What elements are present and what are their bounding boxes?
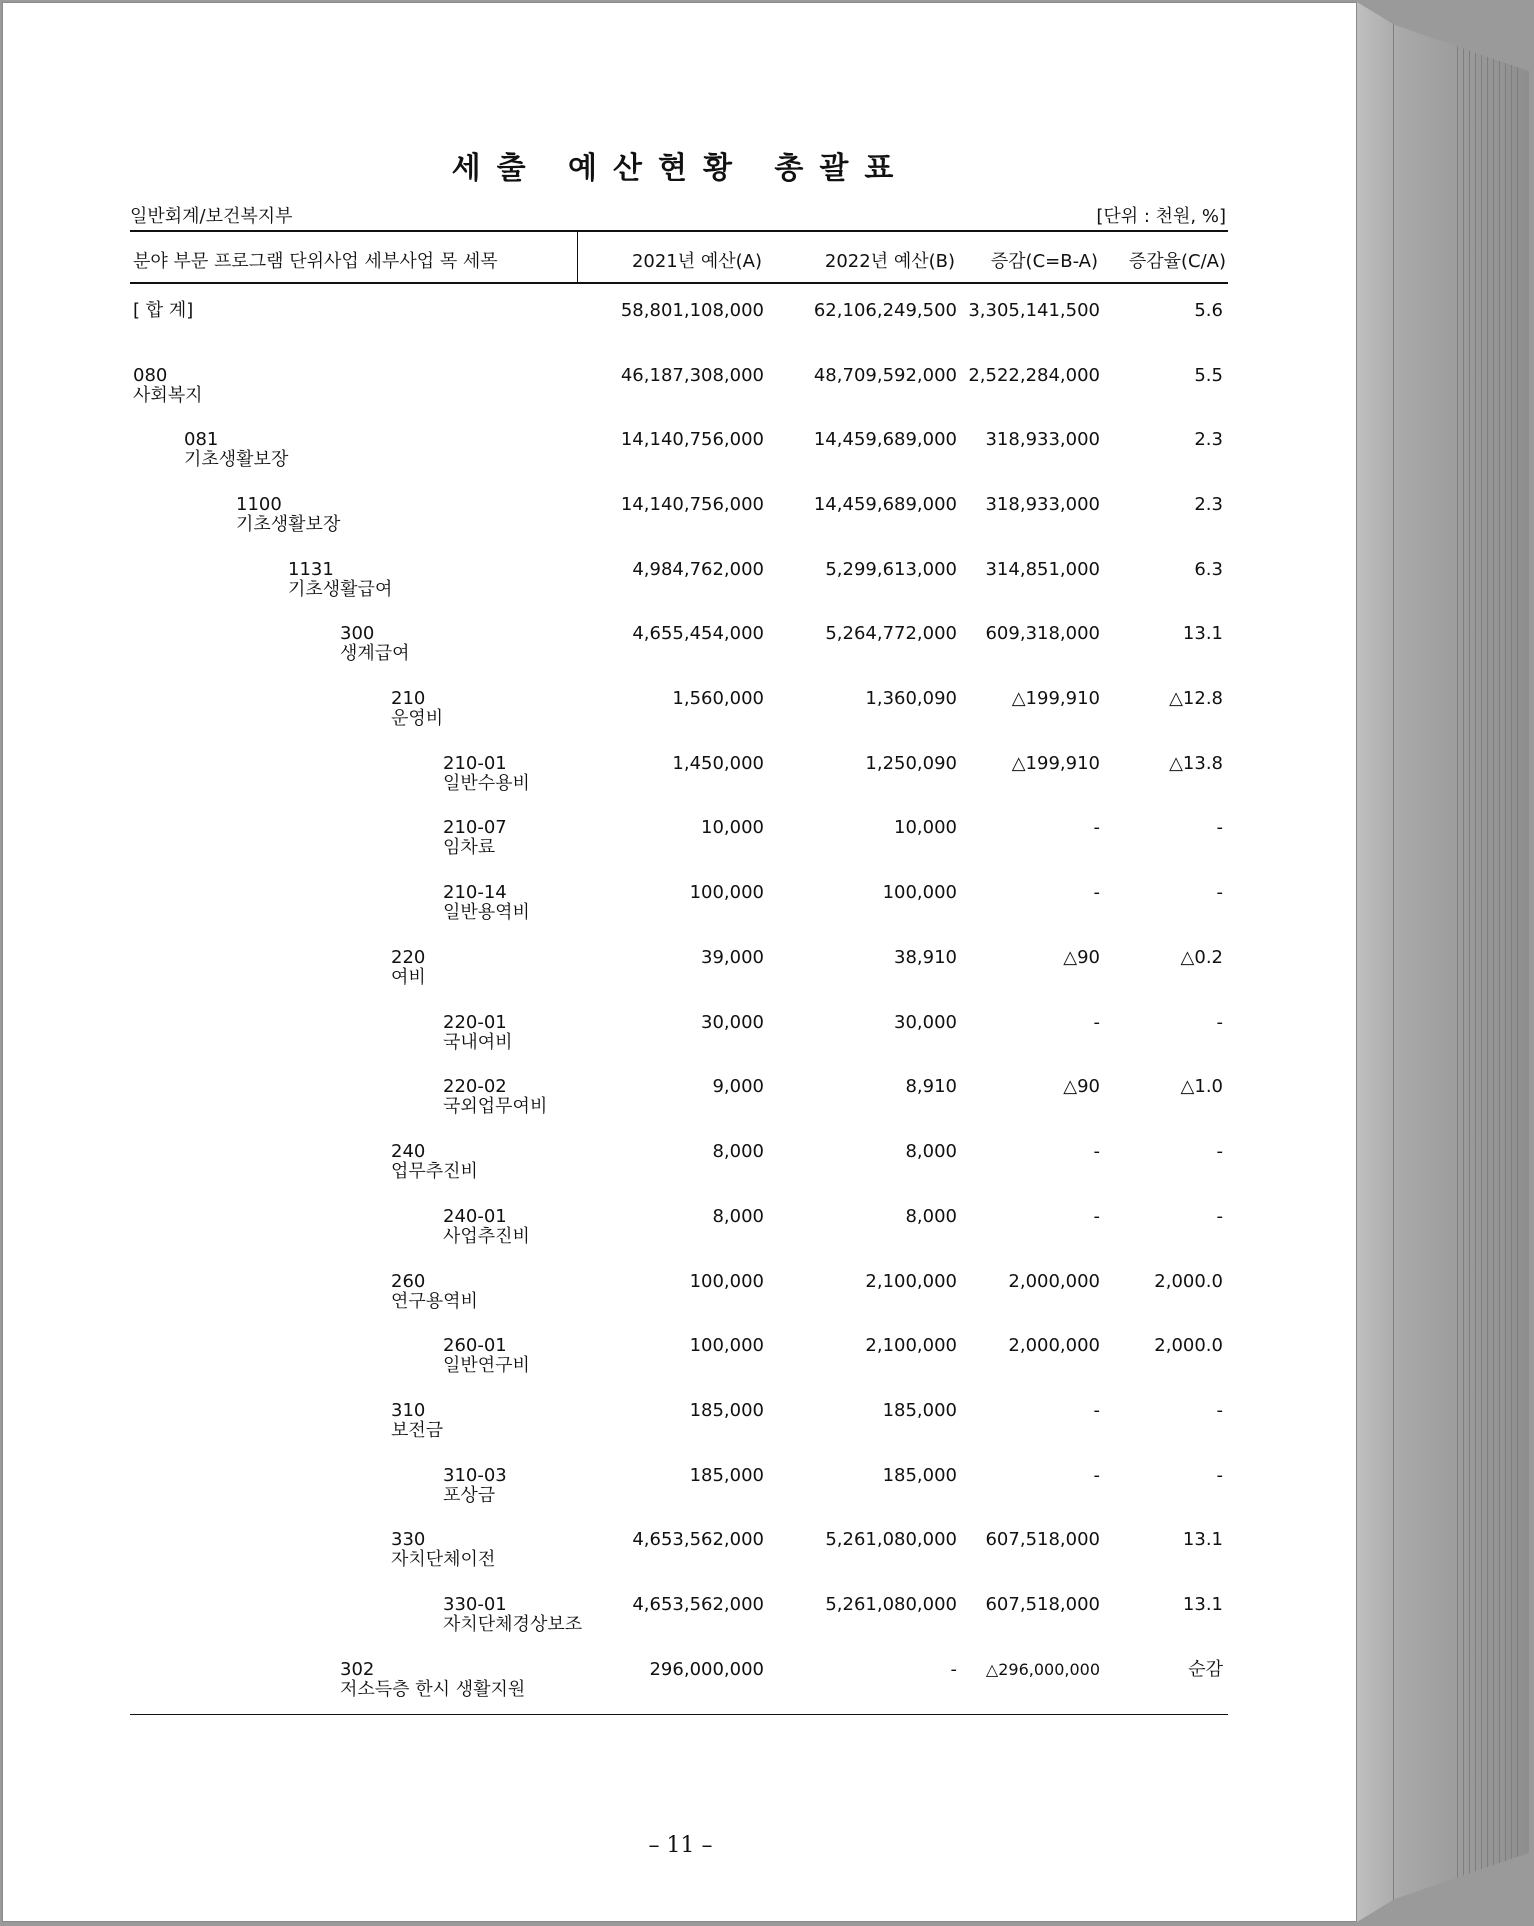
cell-name: 연구용역비 [391,1291,478,1312]
cell-change: - [1093,1400,1100,1421]
cell-code: 220-01 [443,1012,507,1033]
cell-budget-2021: 185,000 [689,1465,764,1486]
cell-code: 210-01 [443,753,507,774]
cell-change: 318,933,000 [985,494,1100,515]
cell-change-rate: - [1216,1400,1223,1421]
table-row [3,1660,1358,1720]
cell-budget-2021: 30,000 [701,1012,764,1033]
cell-change-rate: - [1216,1465,1223,1486]
cell-budget-2022: 10,000 [894,817,957,838]
cell-budget-2022: 8,000 [905,1141,957,1162]
table-row [3,430,1358,490]
cell-budget-2021: 100,000 [689,882,764,903]
cell-change: - [1093,1465,1100,1486]
cell-change: - [1093,1141,1100,1162]
cell-budget-2022: 14,459,689,000 [813,494,957,515]
cell-name: 자치단체경상보조 [443,1614,583,1635]
cell-budget-2022: 48,709,592,000 [813,365,957,386]
cell-code: 080 [133,365,168,386]
cell-name: 포상금 [443,1485,496,1506]
cell-code: 081 [184,429,219,450]
cell-budget-2021: 4,653,562,000 [632,1529,764,1550]
table-row [3,1401,1358,1461]
cell-change-rate: - [1216,1206,1223,1227]
cell-budget-2021: 4,984,762,000 [632,559,764,580]
page-number: – 11 – [648,1833,713,1858]
cell-budget-2021: 39,000 [701,947,764,968]
cell-budget-2022: 100,000 [882,882,957,903]
table-row [3,1142,1358,1202]
account-label: 일반회계/보건복지부 [130,206,293,227]
cell-name: 기초생활보장 [184,449,289,470]
cell-budget-2021: 8,000 [712,1206,764,1227]
cell-budget-2022: 2,100,000 [865,1271,957,1292]
table-top-rule [130,230,1228,232]
cell-change: △90 [1063,947,1100,968]
cell-change-rate: 5.5 [1194,365,1223,386]
cell-name: 저소득층 한시 생활지원 [340,1679,526,1700]
cell-budget-2021: 4,653,562,000 [632,1594,764,1615]
cell-change: 2,000,000 [1008,1335,1100,1356]
cell-name: 여비 [391,967,426,988]
cell-change: △199,910 [1011,753,1100,774]
cell-budget-2022: 8,000 [905,1206,957,1227]
cell-code: 300 [340,623,375,644]
cell-name: 일반용역비 [443,902,530,923]
column-header-budget-2021: 2021년 예산(A) [631,251,762,272]
cell-change: △296,000,000 [985,1660,1100,1679]
cell-change-rate: 2.3 [1194,429,1223,450]
cell-budget-2022: 5,264,772,000 [825,623,957,644]
table-row [3,948,1358,1008]
table-row [3,1530,1358,1590]
cell-code: 210-14 [443,882,507,903]
table-row [3,1272,1358,1332]
table-bottom-rule [130,1714,1228,1715]
cell-change: 3,305,141,500 [968,300,1100,321]
cell-change-rate: △1.0 [1180,1076,1223,1097]
cell-name: 보전금 [391,1420,444,1441]
cell-change: △90 [1063,1076,1100,1097]
cell-name: 업무추진비 [391,1161,478,1182]
cell-name: 기초생활급여 [288,579,393,600]
cell-budget-2021: 1,560,000 [672,688,764,709]
cell-change: 314,851,000 [985,559,1100,580]
cell-budget-2021: 9,000 [712,1076,764,1097]
cell-change: - [1093,882,1100,903]
table-row [3,883,1358,943]
cell-change: △199,910 [1011,688,1100,709]
cell-change-rate: 2,000.0 [1154,1271,1223,1292]
cell-name: 일반수용비 [443,773,530,794]
cell-code: 330-01 [443,1594,507,1615]
cell-change: - [1093,817,1100,838]
cell-code: 1131 [288,559,334,580]
cell-name: 생계급여 [340,643,410,664]
column-header-classification: 분야 부문 프로그램 단위사업 세부사업 목 세목 [133,251,498,272]
cell-code: 260-01 [443,1335,507,1356]
cell-name: 임차료 [443,837,496,858]
cell-change: 607,518,000 [985,1594,1100,1615]
cell-code: 260 [391,1271,426,1292]
cell-change: 2,000,000 [1008,1271,1100,1292]
cell-budget-2022: 14,459,689,000 [813,429,957,450]
cell-change-rate: - [1216,1141,1223,1162]
cell-change: - [1093,1012,1100,1033]
cell-budget-2022: - [950,1659,957,1680]
cell-code: 210 [391,688,426,709]
cell-code: 220-02 [443,1076,507,1097]
column-divider [577,231,578,283]
document-page [2,2,1357,1922]
table-row [3,1077,1358,1137]
cell-change-rate: 6.3 [1194,559,1223,580]
cell-change-rate: 2,000.0 [1154,1335,1223,1356]
cell-change-rate: - [1216,817,1223,838]
table-row [3,1207,1358,1267]
cell-budget-2021: 46,187,308,000 [620,365,764,386]
cell-code: 240-01 [443,1206,507,1227]
cell-code: 240 [391,1141,426,1162]
cell-budget-2022: 5,261,080,000 [825,1594,957,1615]
cell-budget-2022: 1,250,090 [865,753,957,774]
cell-budget-2022: 38,910 [894,947,957,968]
cell-change: 607,518,000 [985,1529,1100,1550]
cell-budget-2022: 5,299,613,000 [825,559,957,580]
cell-name: 국외업무여비 [443,1096,548,1117]
page-title: 세출 예산현황 총괄표 [451,151,910,186]
book-page-edges [1357,2,1529,1922]
cell-code: 1100 [236,494,282,515]
column-header-change: 증감(C=B-A) [990,251,1098,272]
cell-change-rate: 13.1 [1182,1594,1223,1615]
table-row [3,1466,1358,1526]
table-row [3,1595,1358,1655]
cell-change: 318,933,000 [985,429,1100,450]
cell-name: 사업추진비 [443,1226,530,1247]
cell-budget-2021: 1,450,000 [672,753,764,774]
cell-budget-2021: 4,655,454,000 [632,623,764,644]
cell-code: 302 [340,1659,375,1680]
cell-budget-2022: 2,100,000 [865,1335,957,1356]
table-row [3,754,1358,814]
cell-change-rate: 순감 [1188,1659,1223,1680]
cell-name: 운영비 [391,708,444,729]
cell-code: 330 [391,1529,426,1550]
table-row [3,818,1358,878]
table-row [3,624,1358,684]
table-row [3,366,1358,426]
column-header-budget-2022: 2022년 예산(B) [824,251,955,272]
cell-change-rate: - [1216,882,1223,903]
cell-budget-2021: 100,000 [689,1335,764,1356]
cell-change-rate: - [1216,1012,1223,1033]
cell-budget-2021: 185,000 [689,1400,764,1421]
cell-change-rate: 5.6 [1194,300,1223,321]
table-row [3,560,1358,620]
cell-budget-2022: 62,106,249,500 [813,300,957,321]
cell-budget-2022: 30,000 [894,1012,957,1033]
total-label: [ 합 계] [133,300,194,321]
column-header-change-rate: 증감율(C/A) [1128,251,1226,272]
cell-name: 사회복지 [133,385,203,406]
cell-budget-2021: 10,000 [701,817,764,838]
table-row [3,1336,1358,1396]
cell-change-rate: △0.2 [1180,947,1223,968]
cell-change-rate: 13.1 [1182,623,1223,644]
cell-change: - [1093,1206,1100,1227]
cell-budget-2022: 5,261,080,000 [825,1529,957,1550]
cell-change-rate: 2.3 [1194,494,1223,515]
cell-code: 220 [391,947,426,968]
cell-budget-2021: 296,000,000 [649,1659,764,1680]
table-row [3,495,1358,555]
cell-budget-2021: 8,000 [712,1141,764,1162]
table-row-total [3,301,1358,361]
cell-budget-2021: 58,801,108,000 [620,300,764,321]
table-header-rule [130,282,1228,284]
cell-name: 일반연구비 [443,1355,530,1376]
cell-budget-2022: 8,910 [905,1076,957,1097]
cell-budget-2022: 185,000 [882,1400,957,1421]
unit-label: [단위 : 천원, %] [1096,206,1226,227]
cell-name: 기초생활보장 [236,514,341,535]
cell-budget-2021: 100,000 [689,1271,764,1292]
cell-change: 609,318,000 [985,623,1100,644]
table-row [3,689,1358,749]
cell-name: 자치단체이전 [391,1549,496,1570]
cell-budget-2022: 185,000 [882,1465,957,1486]
cell-change-rate: △12.8 [1169,688,1223,709]
cell-code: 310-03 [443,1465,507,1486]
cell-budget-2021: 14,140,756,000 [620,429,764,450]
cell-name: 국내여비 [443,1032,513,1053]
cell-budget-2022: 1,360,090 [865,688,957,709]
cell-change-rate: 13.1 [1182,1529,1223,1550]
cell-change-rate: △13.8 [1169,753,1223,774]
cell-budget-2021: 14,140,756,000 [620,494,764,515]
cell-code: 210-07 [443,817,507,838]
cell-change: 2,522,284,000 [968,365,1100,386]
table-row [3,1013,1358,1073]
cell-code: 310 [391,1400,426,1421]
